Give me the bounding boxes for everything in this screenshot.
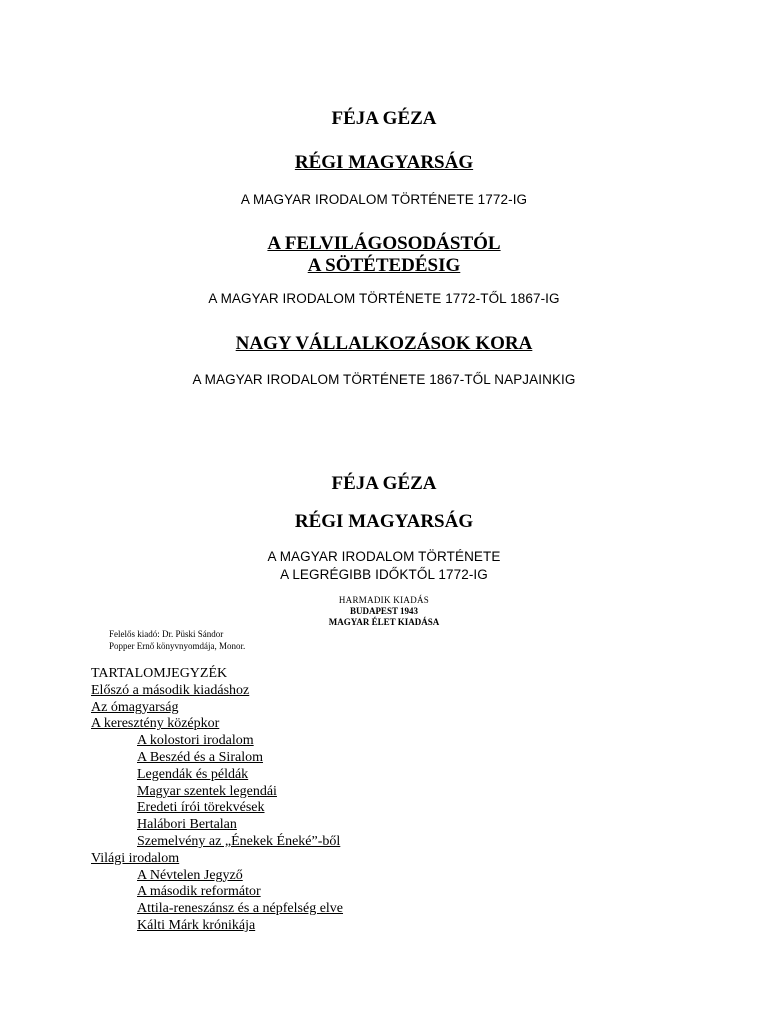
title-regi-magyarsag: RÉGI MAGYARSÁG	[294, 152, 474, 173]
credits-publisher-line	[109, 629, 223, 639]
publisher: MAGYAR ÉLET KIADÁSA	[328, 617, 440, 627]
subtitle-1772-1867: A MAGYAR IRODALOM TÖRTÉNETE 1772-TŐL 1867-IG	[208, 291, 560, 306]
toc-link[interactable]: Világi irodalom	[91, 850, 180, 866]
title-sotetedesig: A SÖTÉTEDÉSIG	[307, 255, 461, 276]
title-sotetedesig-wrap	[0, 255, 768, 277]
toc-link[interactable]: A kolostori irodalom	[137, 733, 254, 749]
toc-link[interactable]: Magyar szentek legendái	[137, 783, 277, 799]
title-regi-magyarsag-wrap	[0, 152, 768, 174]
credits-value: Dr. Püski Sándor	[159, 629, 224, 639]
subtitle-line-2: A LEGRÉGIBB IDŐKTŐL 1772-IG	[280, 567, 488, 582]
toc-link[interactable]: A Beszéd és a Siralom	[137, 749, 263, 765]
toc-link[interactable]: Attila-reneszánsz és a népfelség elve	[137, 901, 344, 917]
title-nagy-vallalkozasok-wrap	[0, 333, 768, 355]
toc-link[interactable]: A keresztény középkor	[91, 716, 220, 732]
subtitle-line-1: A MAGYAR IRODALOM TÖRTÉNETE	[267, 549, 501, 564]
toc-link[interactable]: A második reformátor	[137, 884, 261, 900]
toc-link[interactable]: A Névtelen Jegyző	[137, 867, 243, 883]
toc-link[interactable]: Kálti Márk krónikája	[137, 917, 256, 933]
credits-label: Felelős kiadó:	[109, 629, 160, 639]
edition-label: HARMADIK KIADÁS	[338, 595, 430, 605]
place-year: BUDAPEST 1943	[349, 606, 419, 616]
title-felvilagosodastol: A FELVILÁGOSODÁSTÓL	[267, 233, 501, 254]
title-felvilagosodas-wrap	[0, 233, 768, 255]
toc-heading: TARTALOMJEGYZÉK	[91, 666, 228, 681]
title-nagy-vallalkozasok: NAGY VÁLLALKOZÁSOK KORA	[235, 333, 533, 354]
toc-list	[91, 683, 343, 935]
toc-link[interactable]: Eredeti írói törekvések	[137, 800, 265, 816]
toc-link[interactable]: Előszó a második kiadáshoz	[91, 682, 250, 698]
table-of-contents	[91, 666, 343, 935]
toc-link[interactable]: Legendák és példák	[137, 766, 249, 782]
title-regi-magyarsag-2: RÉGI MAGYARSÁG	[294, 511, 474, 532]
subtitle-1772: A MAGYAR IRODALOM TÖRTÉNETE 1772-IG	[240, 192, 528, 207]
credits-printer-line: Popper Ernő könyvnyomdája, Monor.	[109, 641, 246, 651]
author-name-2: FÉJA GÉZA	[331, 473, 437, 494]
toc-link[interactable]: Szemelvény az „Énekek Éneké”-ből	[137, 833, 341, 849]
subtitle-1867-napjainkig: A MAGYAR IRODALOM TÖRTÉNETE 1867-TŐL NAPJAINKIG	[192, 372, 576, 387]
toc-link[interactable]: Az ómagyarság	[91, 699, 179, 715]
author-name: FÉJA GÉZA	[331, 108, 437, 129]
toc-link[interactable]: Halábori Bertalan	[137, 817, 237, 833]
